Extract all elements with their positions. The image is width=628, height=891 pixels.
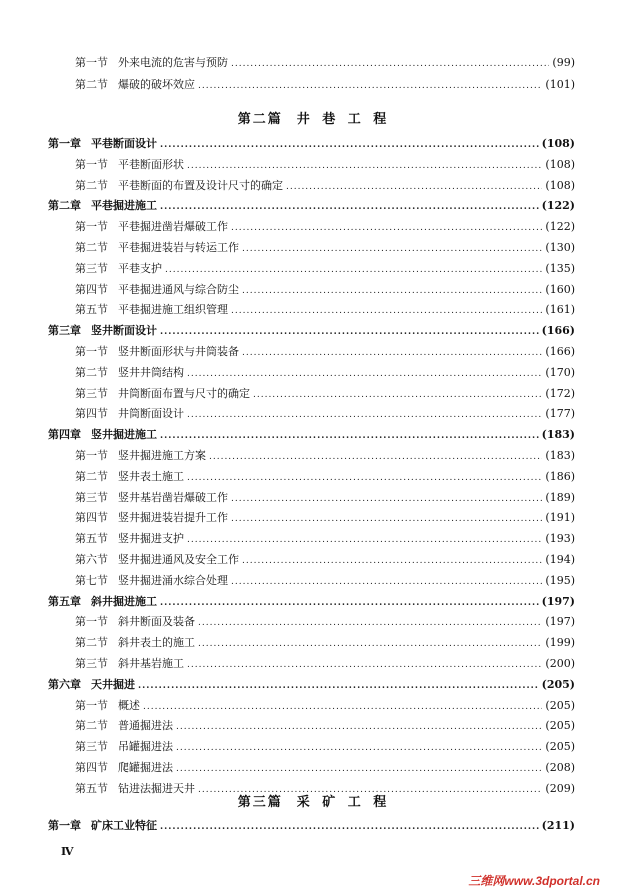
section-title: 竖井掘进支护 [118, 532, 184, 546]
page-number: (199) [545, 636, 575, 650]
section-number: 第五节 [75, 532, 108, 546]
chapter-number: 第四章 [48, 428, 81, 442]
toc-chapter-row [48, 137, 575, 152]
toc-section-row [75, 574, 575, 589]
section-title: 概述 [118, 698, 140, 712]
toc-section-row [75, 657, 575, 672]
section-number: 第一节 [75, 615, 108, 629]
toc-chapter-row [48, 678, 575, 693]
section-title: 外来电流的危害与预防 [118, 56, 228, 69]
toc-section-row [75, 345, 575, 360]
dot-leader [209, 450, 542, 464]
chapter-title: 斜井掘进施工 [91, 594, 157, 608]
section-title: 竖井基岩凿岩爆破工作 [118, 490, 228, 504]
chapter-number: 第三章 [48, 324, 81, 338]
toc-section-row [75, 511, 575, 526]
dot-leader [160, 325, 539, 339]
page-number: (101) [545, 78, 575, 91]
dot-leader [231, 304, 542, 318]
dot-leader [242, 284, 542, 298]
page-number: (108) [545, 157, 575, 171]
section-number: 第五节 [75, 303, 108, 317]
chapter-number: 第二章 [48, 199, 81, 213]
dot-leader [176, 741, 542, 755]
toc-section-row [75, 636, 575, 651]
toc-section-row [75, 241, 575, 256]
toc-section-row [75, 761, 575, 776]
section-title: 竖井掘进涌水综合处理 [118, 573, 228, 587]
page-number: (205) [545, 740, 575, 754]
dot-leader [253, 388, 542, 402]
section-number: 第二节 [75, 636, 108, 650]
part-label: 第二篇 [237, 112, 283, 127]
toc-section-row [75, 179, 575, 194]
toc-section-row [75, 56, 575, 71]
dot-leader [198, 637, 542, 651]
section-title: 竖井掘进施工方案 [118, 449, 206, 462]
page-number: (211) [541, 819, 575, 832]
toc-section-row [75, 699, 575, 714]
section-title: 竖井井筒结构 [118, 365, 184, 379]
toc-chapter-row [48, 199, 575, 214]
dot-leader [187, 159, 542, 173]
dot-leader [242, 554, 542, 568]
page-number: (191) [545, 511, 575, 525]
toc-section-row [75, 387, 575, 402]
toc-section-row [75, 78, 575, 93]
section-title: 井筒断面布置与尺寸的确定 [118, 386, 250, 400]
dot-leader [160, 820, 539, 834]
section-title: 平巷支护 [118, 261, 162, 275]
part-label: 第三篇 [237, 795, 283, 810]
page-number: (170) [545, 365, 575, 379]
toc-section-row [75, 553, 575, 568]
section-title: 竖井掘进通风及安全工作 [118, 553, 239, 566]
page-number: (200) [545, 657, 575, 670]
page-number: (122) [541, 199, 575, 213]
part-heading-2 [0, 108, 628, 127]
section-number: 第三节 [75, 490, 108, 504]
section-title: 钻进法掘进天井 [118, 781, 195, 795]
section-number: 第一节 [75, 220, 108, 234]
section-title: 平巷断面的布置及设计尺寸的确定 [118, 178, 283, 192]
toc-chapter-row [48, 595, 575, 610]
section-number: 第六节 [75, 553, 108, 566]
dot-leader [187, 408, 542, 422]
section-number: 第三节 [75, 261, 108, 275]
toc-section-row [75, 491, 575, 506]
chapter-number: 第六章 [48, 677, 81, 691]
dot-leader [198, 616, 542, 630]
section-number: 第二节 [75, 719, 108, 733]
part-title: 采 矿 工 程 [296, 795, 391, 810]
page-number: (208) [545, 761, 575, 774]
dot-leader [138, 679, 539, 693]
section-title: 平巷掘进装岩与转运工作 [118, 241, 239, 254]
part-title: 井 巷 工 程 [296, 112, 391, 127]
page-number: (122) [545, 220, 575, 234]
section-number: 第四节 [75, 282, 108, 296]
page-number: (205) [545, 698, 575, 712]
section-title: 井筒断面设计 [118, 407, 184, 421]
dot-leader [160, 138, 539, 152]
page-number: (195) [545, 573, 575, 587]
dot-leader [187, 658, 542, 672]
toc-chapter-row [48, 428, 575, 443]
chapter-number: 第一章 [48, 819, 81, 832]
section-title: 普通掘进法 [118, 719, 173, 733]
toc-chapter-row [48, 819, 575, 834]
toc-section-row [75, 303, 575, 318]
section-number: 第四节 [75, 407, 108, 421]
section-number: 第二节 [75, 469, 108, 483]
dot-leader [242, 346, 542, 360]
section-number: 第一节 [75, 157, 108, 171]
chapter-title: 竖井掘进施工 [91, 428, 157, 442]
section-number: 第三节 [75, 657, 108, 670]
dot-leader [160, 200, 539, 214]
dot-leader [231, 512, 542, 526]
dot-leader [160, 596, 539, 610]
dot-leader [286, 180, 542, 194]
section-number: 第四节 [75, 761, 108, 774]
section-number: 第五节 [75, 781, 108, 795]
page-number: (183) [545, 449, 575, 462]
section-number: 第二节 [75, 78, 108, 91]
dot-leader [231, 575, 542, 589]
part-heading-3 [0, 791, 628, 810]
page-number: (205) [545, 719, 575, 733]
toc-section-row [75, 366, 575, 381]
page-number: (161) [545, 303, 575, 317]
page-number: (209) [545, 781, 575, 795]
dot-leader [143, 700, 542, 714]
toc-section-row [75, 470, 575, 485]
dot-leader [187, 471, 542, 485]
section-title: 爬罐掘进法 [118, 761, 173, 774]
section-number: 第四节 [75, 511, 108, 525]
toc-section-row [75, 283, 575, 298]
dot-leader [165, 263, 542, 277]
section-number: 第二节 [75, 178, 108, 192]
dot-leader [198, 79, 542, 93]
page-number: (193) [545, 532, 575, 546]
dot-leader [160, 429, 539, 443]
chapter-title: 平巷断面设计 [91, 137, 157, 150]
chapter-number: 第五章 [48, 594, 81, 608]
dot-leader [176, 762, 542, 776]
toc-section-row [75, 407, 575, 422]
section-number: 第一节 [75, 345, 108, 358]
toc-section-row [75, 532, 575, 547]
page-number: (99) [552, 56, 575, 69]
toc-section-row [75, 262, 575, 277]
page-number: (183) [541, 428, 575, 442]
page-number: (177) [545, 407, 575, 421]
toc-section-row [75, 449, 575, 464]
toc-section-row [75, 615, 575, 630]
page-number: (189) [545, 490, 575, 504]
section-title: 斜井基岩施工 [118, 657, 184, 670]
page-number: (166) [541, 324, 575, 338]
page-numeral: Ⅳ [61, 845, 74, 858]
page-number: (194) [545, 553, 575, 566]
section-number: 第一节 [75, 449, 108, 462]
page-number: (205) [541, 677, 575, 691]
page-number: (130) [545, 241, 575, 254]
chapter-title: 平巷掘进施工 [91, 199, 157, 213]
section-title: 吊罐掘进法 [118, 740, 173, 754]
chapter-title: 竖井断面设计 [91, 324, 157, 338]
section-title: 斜井表土的施工 [118, 636, 195, 650]
section-number: 第七节 [75, 573, 108, 587]
toc-section-row [75, 220, 575, 235]
toc-chapter-row [48, 324, 575, 339]
dot-leader [187, 367, 542, 381]
dot-leader [231, 221, 542, 235]
section-number: 第三节 [75, 386, 108, 400]
page-number: (108) [541, 137, 575, 150]
page-number: (172) [545, 386, 575, 400]
section-number: 第三节 [75, 740, 108, 754]
section-title: 斜井断面及装备 [118, 615, 195, 629]
section-title: 平巷掘进通风与综合防尘 [118, 282, 239, 296]
dot-leader [231, 57, 549, 71]
dot-leader [242, 242, 542, 256]
page-number: (166) [545, 345, 575, 358]
page-number: (160) [545, 282, 575, 296]
section-number: 第一节 [75, 56, 108, 69]
dot-leader [231, 492, 542, 506]
section-title: 平巷掘进凿岩爆破工作 [118, 220, 228, 234]
section-title: 竖井断面形状与井筒装备 [118, 345, 239, 358]
dot-leader [187, 533, 542, 547]
chapter-title: 天井掘进 [91, 677, 135, 691]
watermark: 三维网www.3dportal.cn [468, 874, 600, 888]
page-number: (197) [545, 615, 575, 629]
page-number: (186) [545, 469, 575, 483]
chapter-title: 矿床工业特征 [91, 819, 157, 832]
section-number: 第一节 [75, 698, 108, 712]
toc-section-row [75, 740, 575, 755]
section-title: 平巷掘进施工组织管理 [118, 303, 228, 317]
section-number: 第二节 [75, 241, 108, 254]
page-number: (197) [541, 594, 575, 608]
section-title: 平巷断面形状 [118, 157, 184, 171]
toc-section-row [75, 158, 575, 173]
section-title: 竖井表土施工 [118, 469, 184, 483]
section-number: 第二节 [75, 365, 108, 379]
page-number: (135) [545, 261, 575, 275]
page-number: (108) [545, 178, 575, 192]
chapter-number: 第一章 [48, 137, 81, 150]
section-title: 竖井掘进装岩提升工作 [118, 511, 228, 525]
dot-leader [176, 720, 542, 734]
toc-section-row [75, 719, 575, 734]
section-title: 爆破的破坏效应 [118, 78, 195, 91]
